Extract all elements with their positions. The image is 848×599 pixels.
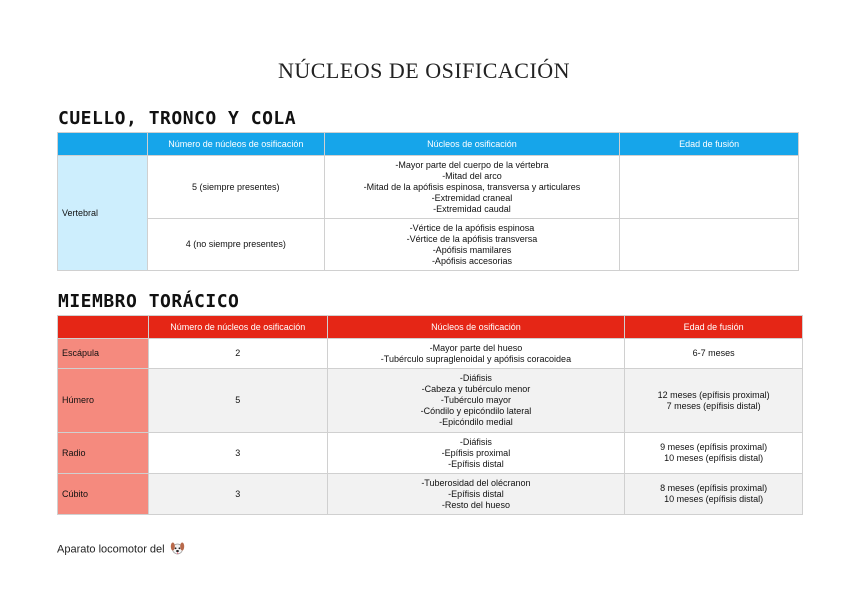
nuclei-cell: -Diáfisis -Epífisis proximal -Epífisis distal [327,433,625,474]
fusion-cell: 12 meses (epífisis proximal) 7 meses (epífisis distal) [625,369,803,433]
table-header-row [58,316,803,339]
count-cell: 3 [148,433,327,474]
nuclei-cell: -Tuberosidad del olécranon -Epífisis distal -Resto del hueso [327,474,625,515]
footer-text: Aparato locomotor del [57,543,165,556]
footer [57,541,185,558]
table-row [58,156,799,219]
fusion-cell: 9 meses (epífisis proximal) 10 meses (epífisis distal) [625,433,803,474]
header-cell: Núcleos de osificación [327,316,625,339]
table-miembro-toracico [57,315,803,515]
header-cell: Núcleos de osificación [324,133,620,156]
row-label: Vertebral [58,156,148,271]
section-title-cuello: CUELLO, TRONCO Y COLA [58,108,297,129]
table-header-row [58,133,799,156]
table-row [58,369,803,433]
count-cell: 5 [148,369,327,433]
header-cell [58,316,149,339]
header-cell: Edad de fusión [620,133,799,156]
table-row [58,433,803,474]
fusion-cell: 6-7 meses [625,339,803,369]
nuclei-cell: -Mayor parte del hueso -Tubérculo supraglenoidal y apófisis coracoidea [327,339,625,369]
nuclei-cell: -Diáfisis -Cabeza y tubérculo menor -Tubérculo mayor -Cóndilo y epicóndilo lateral -Epicóndilo medial [327,369,625,433]
count-cell: 5 (siempre presentes) [147,156,324,219]
section-title-miembro-toracico: MIEMBRO TORÁCICO [58,291,240,312]
row-label: Cúbito [58,474,149,515]
count-cell: 3 [148,474,327,515]
table-cuello-tronco-cola [57,132,799,271]
fusion-cell [620,219,799,271]
header-cell: Número de núcleos de osificación [148,316,327,339]
row-label: Escápula [58,339,149,369]
fusion-cell: 8 meses (epífisis proximal) 10 meses (epífisis distal) [625,474,803,515]
row-label: Radio [58,433,149,474]
page-title: NÚCLEOS DE OSIFICACIÓN [277,58,571,83]
count-cell: 2 [148,339,327,369]
dog-face-icon [170,541,185,558]
header-cell: Número de núcleos de osificación [147,133,324,156]
fusion-cell [620,156,799,219]
row-label: Húmero [58,369,149,433]
count-cell: 4 (no siempre presentes) [147,219,324,271]
nuclei-cell: -Mayor parte del cuerpo de la vértebra -Mitad del arco -Mitad de la apófisis espinosa, transversa y articulares -Extremidad craneal -Extremidad caudal [324,156,620,219]
table-row [58,474,803,515]
table-row [58,339,803,369]
header-cell [58,133,148,156]
header-cell: Edad de fusión [625,316,803,339]
table-row [58,219,799,271]
nuclei-cell: -Vértice de la apófisis espinosa -Vértice de la apófisis transversa -Apófisis mamilares -Apófisis accesorias [324,219,620,271]
